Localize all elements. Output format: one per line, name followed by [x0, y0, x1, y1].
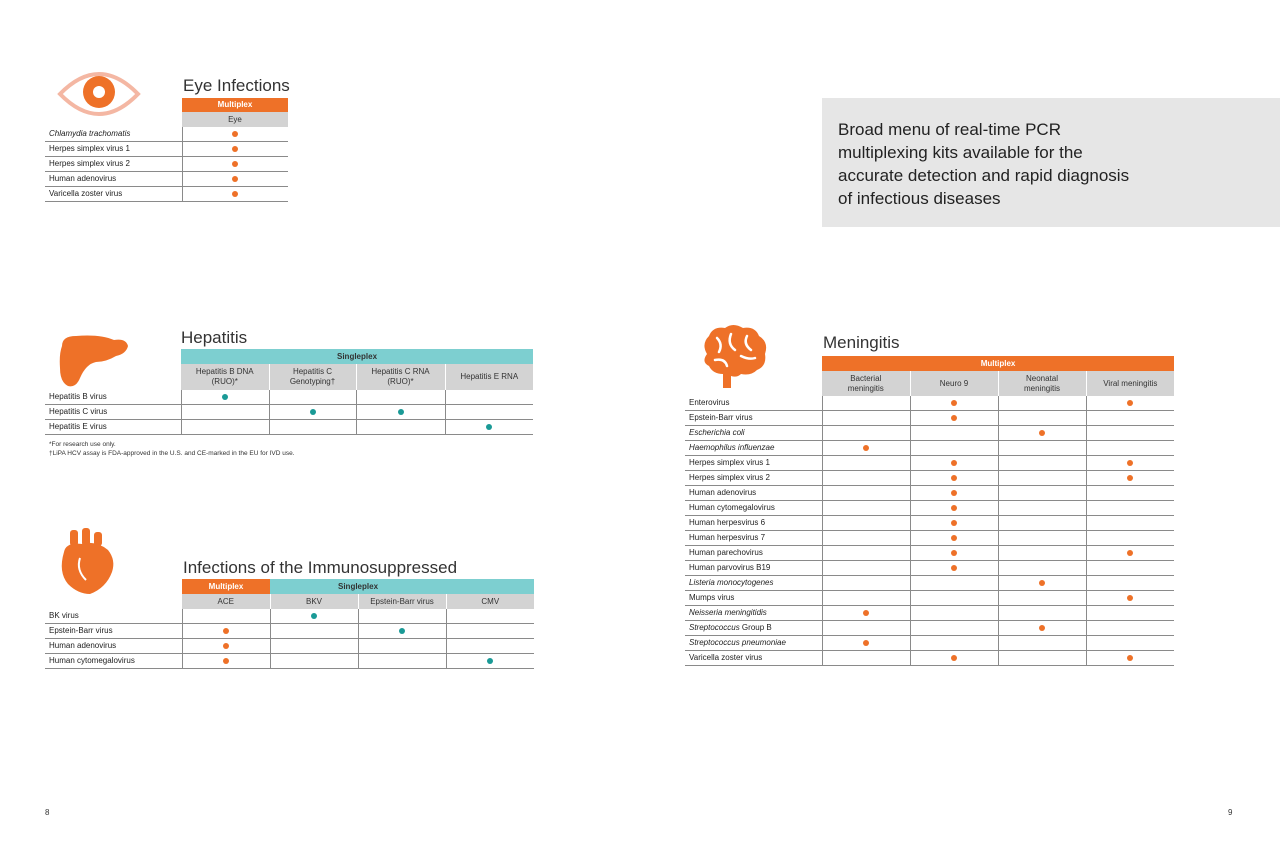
table-row [45, 420, 533, 435]
multiplex-dot [1127, 655, 1133, 661]
immuno-col-ebv: Epstein-Barr virus [358, 594, 446, 609]
table-cell [822, 486, 910, 501]
multiplex-dot [1039, 625, 1045, 631]
meningitis-col-bacterial: Bacterial meningitis [822, 371, 910, 396]
page-number-right: 9 [1228, 808, 1233, 817]
row-label: Varicella zoster virus [45, 187, 182, 202]
table-cell [822, 396, 910, 411]
multiplex-dot [232, 161, 238, 167]
table-cell [270, 639, 358, 654]
table-cell [998, 471, 1086, 486]
table-cell [269, 390, 356, 405]
row-label: Herpes simplex virus 2 [45, 157, 182, 172]
row-label: Human adenovirus [45, 639, 182, 654]
table-cell [822, 561, 910, 576]
meningitis-col-neonatal: Neonatal meningitis [998, 371, 1086, 396]
table-cell [998, 411, 1086, 426]
immuno-table [45, 579, 534, 669]
table-row [685, 471, 1174, 486]
table-cell [1086, 621, 1174, 636]
row-label: Neisseria meningitidis [685, 606, 822, 621]
multiplex-dot [232, 146, 238, 152]
table-row [685, 621, 1174, 636]
table-cell [445, 405, 533, 420]
row-label: Herpes simplex virus 1 [685, 456, 822, 471]
meningitis-multiplex-header: Multiplex [822, 356, 1174, 371]
multiplex-dot [951, 475, 957, 481]
table-cell [998, 441, 1086, 456]
multiplex-dot [223, 658, 229, 664]
table-cell [445, 390, 533, 405]
table-row [685, 516, 1174, 531]
table-cell [910, 426, 998, 441]
table-cell [822, 606, 910, 621]
table-cell [910, 471, 998, 486]
table-cell [445, 420, 533, 435]
table-cell [1086, 396, 1174, 411]
table-cell [1086, 426, 1174, 441]
table-cell [822, 621, 910, 636]
multiplex-dot [1127, 550, 1133, 556]
table-cell [910, 411, 998, 426]
row-label: Human parvovirus B19 [685, 561, 822, 576]
table-row [45, 609, 534, 624]
table-row [685, 591, 1174, 606]
table-cell [822, 501, 910, 516]
hepatitis-section-title: Hepatitis [181, 328, 248, 347]
table-row [685, 441, 1174, 456]
row-label: Human parechovirus [685, 546, 822, 561]
table-cell [446, 609, 534, 624]
row-label: Epstein-Barr virus [45, 624, 182, 639]
row-label: Mumps virus [685, 591, 822, 606]
table-cell [998, 651, 1086, 666]
table-cell [182, 654, 270, 669]
hepatitis-table [45, 349, 533, 435]
table-cell [910, 501, 998, 516]
multiplex-dot [951, 565, 957, 571]
singleplex-dot [487, 658, 493, 664]
table-cell [1086, 441, 1174, 456]
singleplex-dot [310, 409, 316, 415]
table-row [685, 396, 1174, 411]
table-cell [182, 639, 270, 654]
multiplex-dot [951, 505, 957, 511]
table-cell [1086, 411, 1174, 426]
table-cell [1086, 546, 1174, 561]
table-cell [910, 606, 998, 621]
table-cell [358, 624, 446, 639]
table-row [45, 157, 288, 172]
table-cell [822, 636, 910, 651]
meningitis-col-viral: Viral meningitis [1086, 371, 1174, 396]
table-cell [998, 606, 1086, 621]
multiplex-dot [951, 550, 957, 556]
hepatitis-col-hev-rna: Hepatitis E RNA [445, 364, 533, 390]
table-cell [270, 654, 358, 669]
table-cell [910, 576, 998, 591]
multiplex-dot [232, 176, 238, 182]
singleplex-dot [311, 613, 317, 619]
eye-multiplex-header: Multiplex [182, 98, 288, 112]
multiplex-dot [951, 400, 957, 406]
table-cell [269, 405, 356, 420]
multiplex-dot [223, 643, 229, 649]
table-cell [1086, 471, 1174, 486]
row-label: Human adenovirus [685, 486, 822, 501]
multiplex-dot [1039, 580, 1045, 586]
row-label: Enterovirus [685, 396, 822, 411]
table-cell [356, 420, 445, 435]
table-cell [910, 561, 998, 576]
hepatitis-footnote-lipa: †LiPA HCV assay is FDA-approved in the U.S. and CE-marked in the EU for IVD use. [49, 450, 295, 457]
eye-section-title: Eye Infections [183, 76, 290, 95]
table-cell [270, 609, 358, 624]
table-row [685, 531, 1174, 546]
table-cell [910, 516, 998, 531]
table-cell [910, 546, 998, 561]
table-cell [822, 516, 910, 531]
table-row [45, 624, 534, 639]
callout-box [822, 98, 1280, 227]
meningitis-section-title: Meningitis [823, 333, 900, 352]
table-row [685, 606, 1174, 621]
multiplex-dot [1127, 460, 1133, 466]
table-cell [358, 609, 446, 624]
immuno-singleplex-header-extension [446, 579, 534, 594]
eye-table [45, 98, 288, 202]
multiplex-dot [1127, 400, 1133, 406]
row-label: Epstein-Barr virus [685, 411, 822, 426]
immuno-singleplex-header: Singleplex [270, 579, 446, 594]
table-row [685, 486, 1174, 501]
hepatitis-footnote-ruo: *For research use only. [49, 441, 116, 448]
row-label: Listeria monocytogenes [685, 576, 822, 591]
table-cell [358, 639, 446, 654]
table-cell [182, 609, 270, 624]
table-cell [1086, 516, 1174, 531]
table-cell [998, 561, 1086, 576]
table-cell [822, 456, 910, 471]
table-cell [910, 456, 998, 471]
hepatitis-col-hcv-rna: Hepatitis C RNA (RUO)* [356, 364, 445, 390]
table-row [685, 501, 1174, 516]
table-row [685, 426, 1174, 441]
table-cell [998, 636, 1086, 651]
table-cell [1086, 591, 1174, 606]
table-cell [182, 142, 288, 157]
singleplex-dot [222, 394, 228, 400]
row-label: Human adenovirus [45, 172, 182, 187]
table-cell [998, 501, 1086, 516]
table-cell [822, 441, 910, 456]
table-cell [998, 516, 1086, 531]
row-label: Streptococcus pneumoniae [685, 636, 822, 651]
table-cell [822, 576, 910, 591]
table-cell [910, 621, 998, 636]
multiplex-dot [863, 640, 869, 646]
table-cell [446, 639, 534, 654]
hepatitis-col-hcv-genotyping: Hepatitis C Genotyping† [269, 364, 356, 390]
table-cell [910, 441, 998, 456]
table-cell [182, 187, 288, 202]
table-cell [910, 636, 998, 651]
row-label: Herpes simplex virus 2 [685, 471, 822, 486]
table-cell [1086, 651, 1174, 666]
singleplex-dot [398, 409, 404, 415]
table-row [685, 651, 1174, 666]
hepatitis-singleplex-header: Singleplex [181, 349, 533, 364]
table-cell [1086, 576, 1174, 591]
table-cell [1086, 501, 1174, 516]
table-cell [998, 576, 1086, 591]
row-label: Chlamydia trachomatis [45, 127, 182, 142]
table-cell [822, 426, 910, 441]
multiplex-dot [951, 490, 957, 496]
table-cell [998, 591, 1086, 606]
table-cell [998, 456, 1086, 471]
table-cell [822, 471, 910, 486]
multiplex-dot [951, 520, 957, 526]
page-number-left: 8 [45, 808, 50, 817]
table-row [45, 654, 534, 669]
row-label: Herpes simplex virus 1 [45, 142, 182, 157]
row-label: Hepatitis B virus [45, 390, 181, 405]
table-row [45, 405, 533, 420]
multiplex-dot [223, 628, 229, 634]
table-cell [1086, 531, 1174, 546]
multiplex-dot [232, 131, 238, 137]
table-cell [1086, 561, 1174, 576]
singleplex-dot [399, 628, 405, 634]
immuno-col-ace: ACE [182, 594, 270, 609]
table-cell [182, 127, 288, 142]
row-label: Hepatitis E virus [45, 420, 181, 435]
row-label: Streptococcus Group B [685, 621, 822, 636]
table-cell [910, 531, 998, 546]
table-cell [822, 651, 910, 666]
table-cell [910, 651, 998, 666]
table-cell [181, 390, 269, 405]
multiplex-dot [863, 610, 869, 616]
immuno-col-bkv: BKV [270, 594, 358, 609]
table-cell [910, 396, 998, 411]
table-cell [356, 405, 445, 420]
multiplex-dot [951, 415, 957, 421]
multiplex-dot [1127, 595, 1133, 601]
table-cell [1086, 636, 1174, 651]
table-cell [910, 591, 998, 606]
table-cell [182, 624, 270, 639]
table-cell [356, 390, 445, 405]
meningitis-table [685, 356, 1174, 666]
multiplex-dot [1039, 430, 1045, 436]
table-cell [1086, 606, 1174, 621]
table-cell [181, 405, 269, 420]
meningitis-col-neuro9: Neuro 9 [910, 371, 998, 396]
row-label: Human herpesvirus 6 [685, 516, 822, 531]
immuno-col-cmv: CMV [446, 594, 534, 609]
table-cell [822, 531, 910, 546]
table-cell [822, 591, 910, 606]
table-cell [998, 546, 1086, 561]
table-row [45, 187, 288, 202]
multiplex-dot [951, 655, 957, 661]
multiplex-dot [1127, 475, 1133, 481]
row-label: Human herpesvirus 7 [685, 531, 822, 546]
table-cell [358, 654, 446, 669]
table-row [45, 639, 534, 654]
immuno-section-title: Infections of the Immunosuppressed [183, 558, 458, 577]
table-cell [998, 486, 1086, 501]
row-label: Escherichia coli [685, 426, 822, 441]
table-cell [270, 624, 358, 639]
table-cell [822, 411, 910, 426]
row-label: Human cytomegalovirus [45, 654, 182, 669]
table-cell [182, 157, 288, 172]
callout-text: Broad menu of real-time PCR multiplexing kits available for the accurate detection and rapid diagnosis of infectious diseases [838, 120, 1130, 208]
table-cell [998, 531, 1086, 546]
row-label: BK virus [45, 609, 182, 624]
table-row [45, 390, 533, 405]
hepatitis-col-hbv: Hepatitis B DNA (RUO)* [181, 364, 269, 390]
eye-column-header: Eye [182, 112, 288, 127]
multiplex-dot [232, 191, 238, 197]
table-row [685, 411, 1174, 426]
immuno-multiplex-header: Multiplex [182, 579, 270, 594]
table-cell [998, 396, 1086, 411]
table-cell [998, 426, 1086, 441]
multiplex-dot [951, 535, 957, 541]
table-cell [1086, 486, 1174, 501]
table-cell [446, 624, 534, 639]
table-row [45, 142, 288, 157]
table-cell [182, 172, 288, 187]
table-row [685, 546, 1174, 561]
table-cell [1086, 456, 1174, 471]
row-label: Human cytomegalovirus [685, 501, 822, 516]
table-row [685, 456, 1174, 471]
table-row [685, 636, 1174, 651]
row-label: Haemophilus influenzae [685, 441, 822, 456]
table-cell [181, 420, 269, 435]
multiplex-dot [951, 460, 957, 466]
table-row [685, 576, 1174, 591]
table-row [45, 172, 288, 187]
table-cell [446, 654, 534, 669]
row-label: Varicella zoster virus [685, 651, 822, 666]
italic-genus: Streptococcus [689, 623, 740, 632]
singleplex-dot [486, 424, 492, 430]
table-cell [910, 486, 998, 501]
table-cell [269, 420, 356, 435]
table-row [45, 127, 288, 142]
table-row [685, 561, 1174, 576]
table-cell [822, 546, 910, 561]
row-label: Hepatitis C virus [45, 405, 181, 420]
multiplex-dot [863, 445, 869, 451]
table-cell [998, 621, 1086, 636]
